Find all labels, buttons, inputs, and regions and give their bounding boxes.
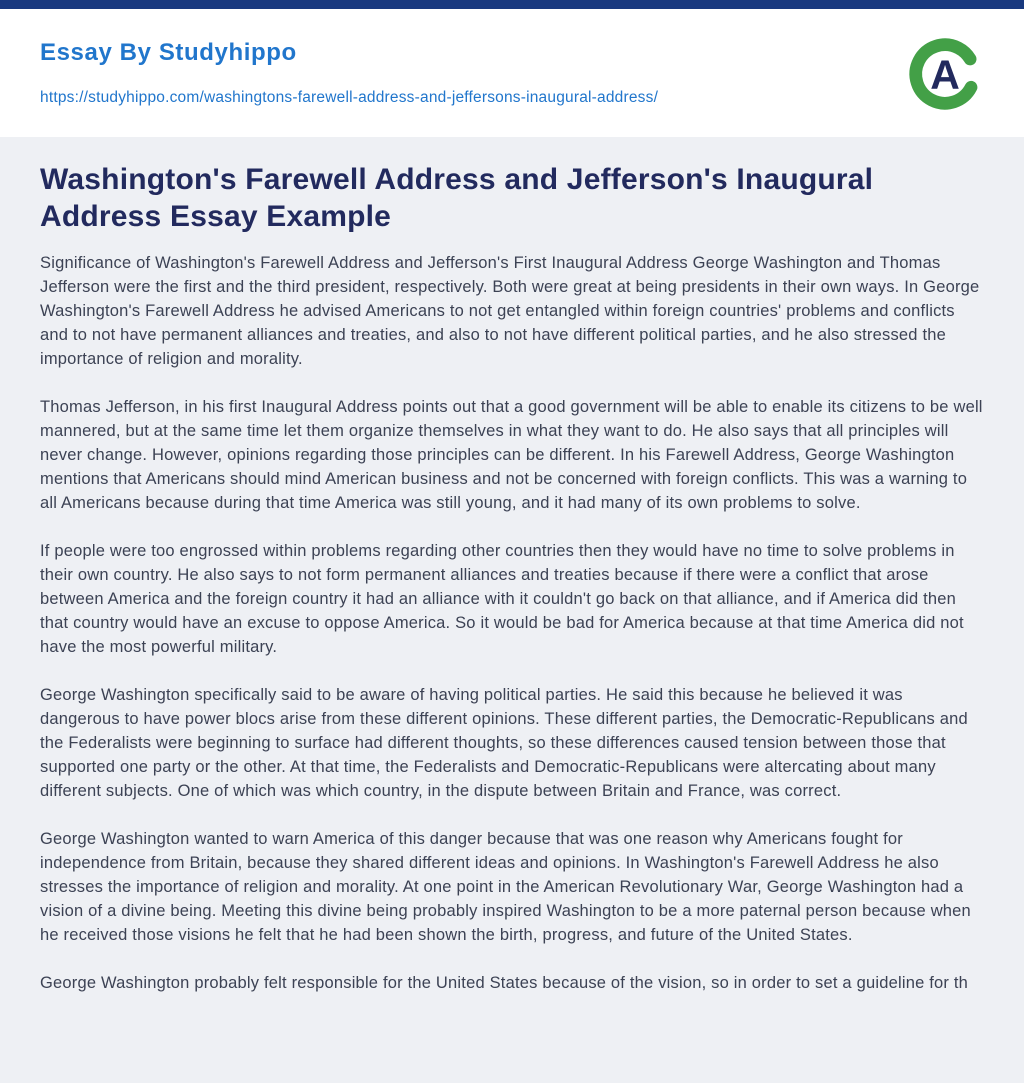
page-header [0,9,1024,137]
essay-content-area [0,137,1024,1083]
logo-letter: A [930,51,960,98]
essay-paragraph: If people were too engrossed within problems regarding other countries then they would have no time to solve problems in their own country. He also says to not form permanent alliances and treaties because if there were a conflict that arose between America and the foreign country it had an alliance with it couldn't go back on that alliance, and if America did then that country would have an excuse to oppose America. So it would be bad for America because at that time America did not have the most powerful military. [40,542,964,656]
top-accent-bar [0,0,1024,9]
essay-title: Washington's Farewell Address and Jefferson's Inaugural Address Essay Example [40,163,874,233]
source-url-link[interactable]: https://studyhippo.com/washingtons-farewell-address-and-jeffersons-inaugural-address/ [40,89,659,106]
essay-paragraph: George Washington wanted to warn America of this danger because that was one reason why Americans fought for independence from Britain, because they shared different ideas and opinions. In Washington's Farewell Address he also stresses the importance of religion and morality. At one point in the American Revolutionary War, George Washington had a vision of a divine being. Meeting this divine being probably inspired Washington to be a more paternal person because when he received those visions he felt that he had been shown the birth, progress, and future of the United States. [40,830,971,944]
header-text-block [40,39,906,107]
essay-paragraph: Thomas Jefferson, in his first Inaugural Address points out that a good government will be able to enable its citizens to be well mannered, but at the same time let them organize themselves in what they want to do. He also says that all principles will never change. However, opinions regarding those principles can be different. In his Farewell Address, George Washington mentions that Americans should mind American business and not be concerned with foreign conflicts. This was a warning to all Americans because during that time America was still young, and it had many of its own problems to solve. [40,398,983,512]
studyhippo-logo-icon [906,35,984,113]
site-title: Essay By Studyhippo [40,39,297,66]
essay-body [40,251,984,995]
essay-paragraph: George Washington specifically said to be aware of having political parties. He said this because he believed it was dangerous to have power blocs arise from these different opinions. These different parties, the Democratic-Republicans and the Federalists were beginning to surface had different thoughts, so these differences caused tension between those that supported one party or the other. At that time, the Federalists and Democratic-Republicans were altercating about many different subjects. One of which was which country, in the dispute between Britain and France, was correct. [40,686,968,800]
essay-paragraph: Significance of Washington's Farewell Address and Jefferson's First Inaugural Address George Washington and Thomas Jefferson were the first and the third president, respectively. Both were great at being presidents in their own ways. In George Washington's Farewell Address he advised Americans to not get entangled within foreign countries' problems and conflicts and to not have permanent alliances and treaties, and also to not have different political parties, and he also stressed the importance of religion and morality. [40,254,980,368]
essay-paragraph: George Washington probably felt responsible for the United States because of the vision, so in order to set a guideline for th [40,974,969,992]
